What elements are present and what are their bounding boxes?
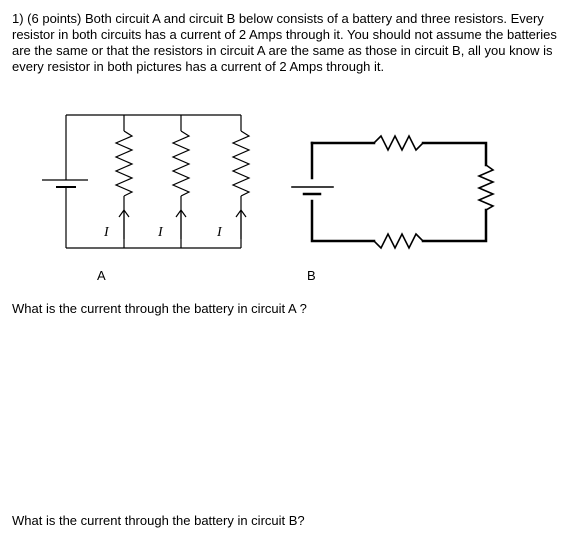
circuit-b-bottom-wire-left: [312, 201, 374, 241]
circuit-b-resistor-top: [374, 136, 423, 150]
current-arrow-3: [236, 210, 246, 239]
circuit-a-resistor-2: [173, 131, 189, 196]
circuit-a-resistor-3: [233, 131, 249, 196]
current-arrow-2: [176, 210, 186, 239]
problem-statement: 1) (6 points) Both circuit A and circuit B below consists of a battery and three resistors. Every resistor in both circuits has a current of 2 Amps through it. You should not assume the batteries are the same or that the resistors in circuit A are the same as those in circuit B, all you know is every resistor in both pictures has a current of 2 Amps through it.: [12, 11, 557, 74]
current-label-2: I: [158, 225, 163, 240]
circuit-b-right-wire-bottom: [423, 210, 486, 241]
current-label-1: I: [104, 225, 109, 240]
circuit-a-label: A: [97, 268, 106, 283]
circuit-b-label: B: [307, 268, 316, 283]
circuit-a-resistor-1: [116, 131, 132, 196]
circuit-b-resistor-right: [479, 165, 493, 210]
current-label-3: I: [217, 225, 222, 240]
question-a: What is the current through the battery in circuit A ?: [12, 301, 307, 316]
question-b: What is the current through the battery in circuit B?: [12, 513, 305, 528]
circuit-b-resistor-bottom: [374, 234, 423, 248]
circuit-b-top-wire-right: [423, 143, 486, 165]
current-arrow-1: [119, 210, 129, 239]
circuit-b: [292, 136, 493, 248]
